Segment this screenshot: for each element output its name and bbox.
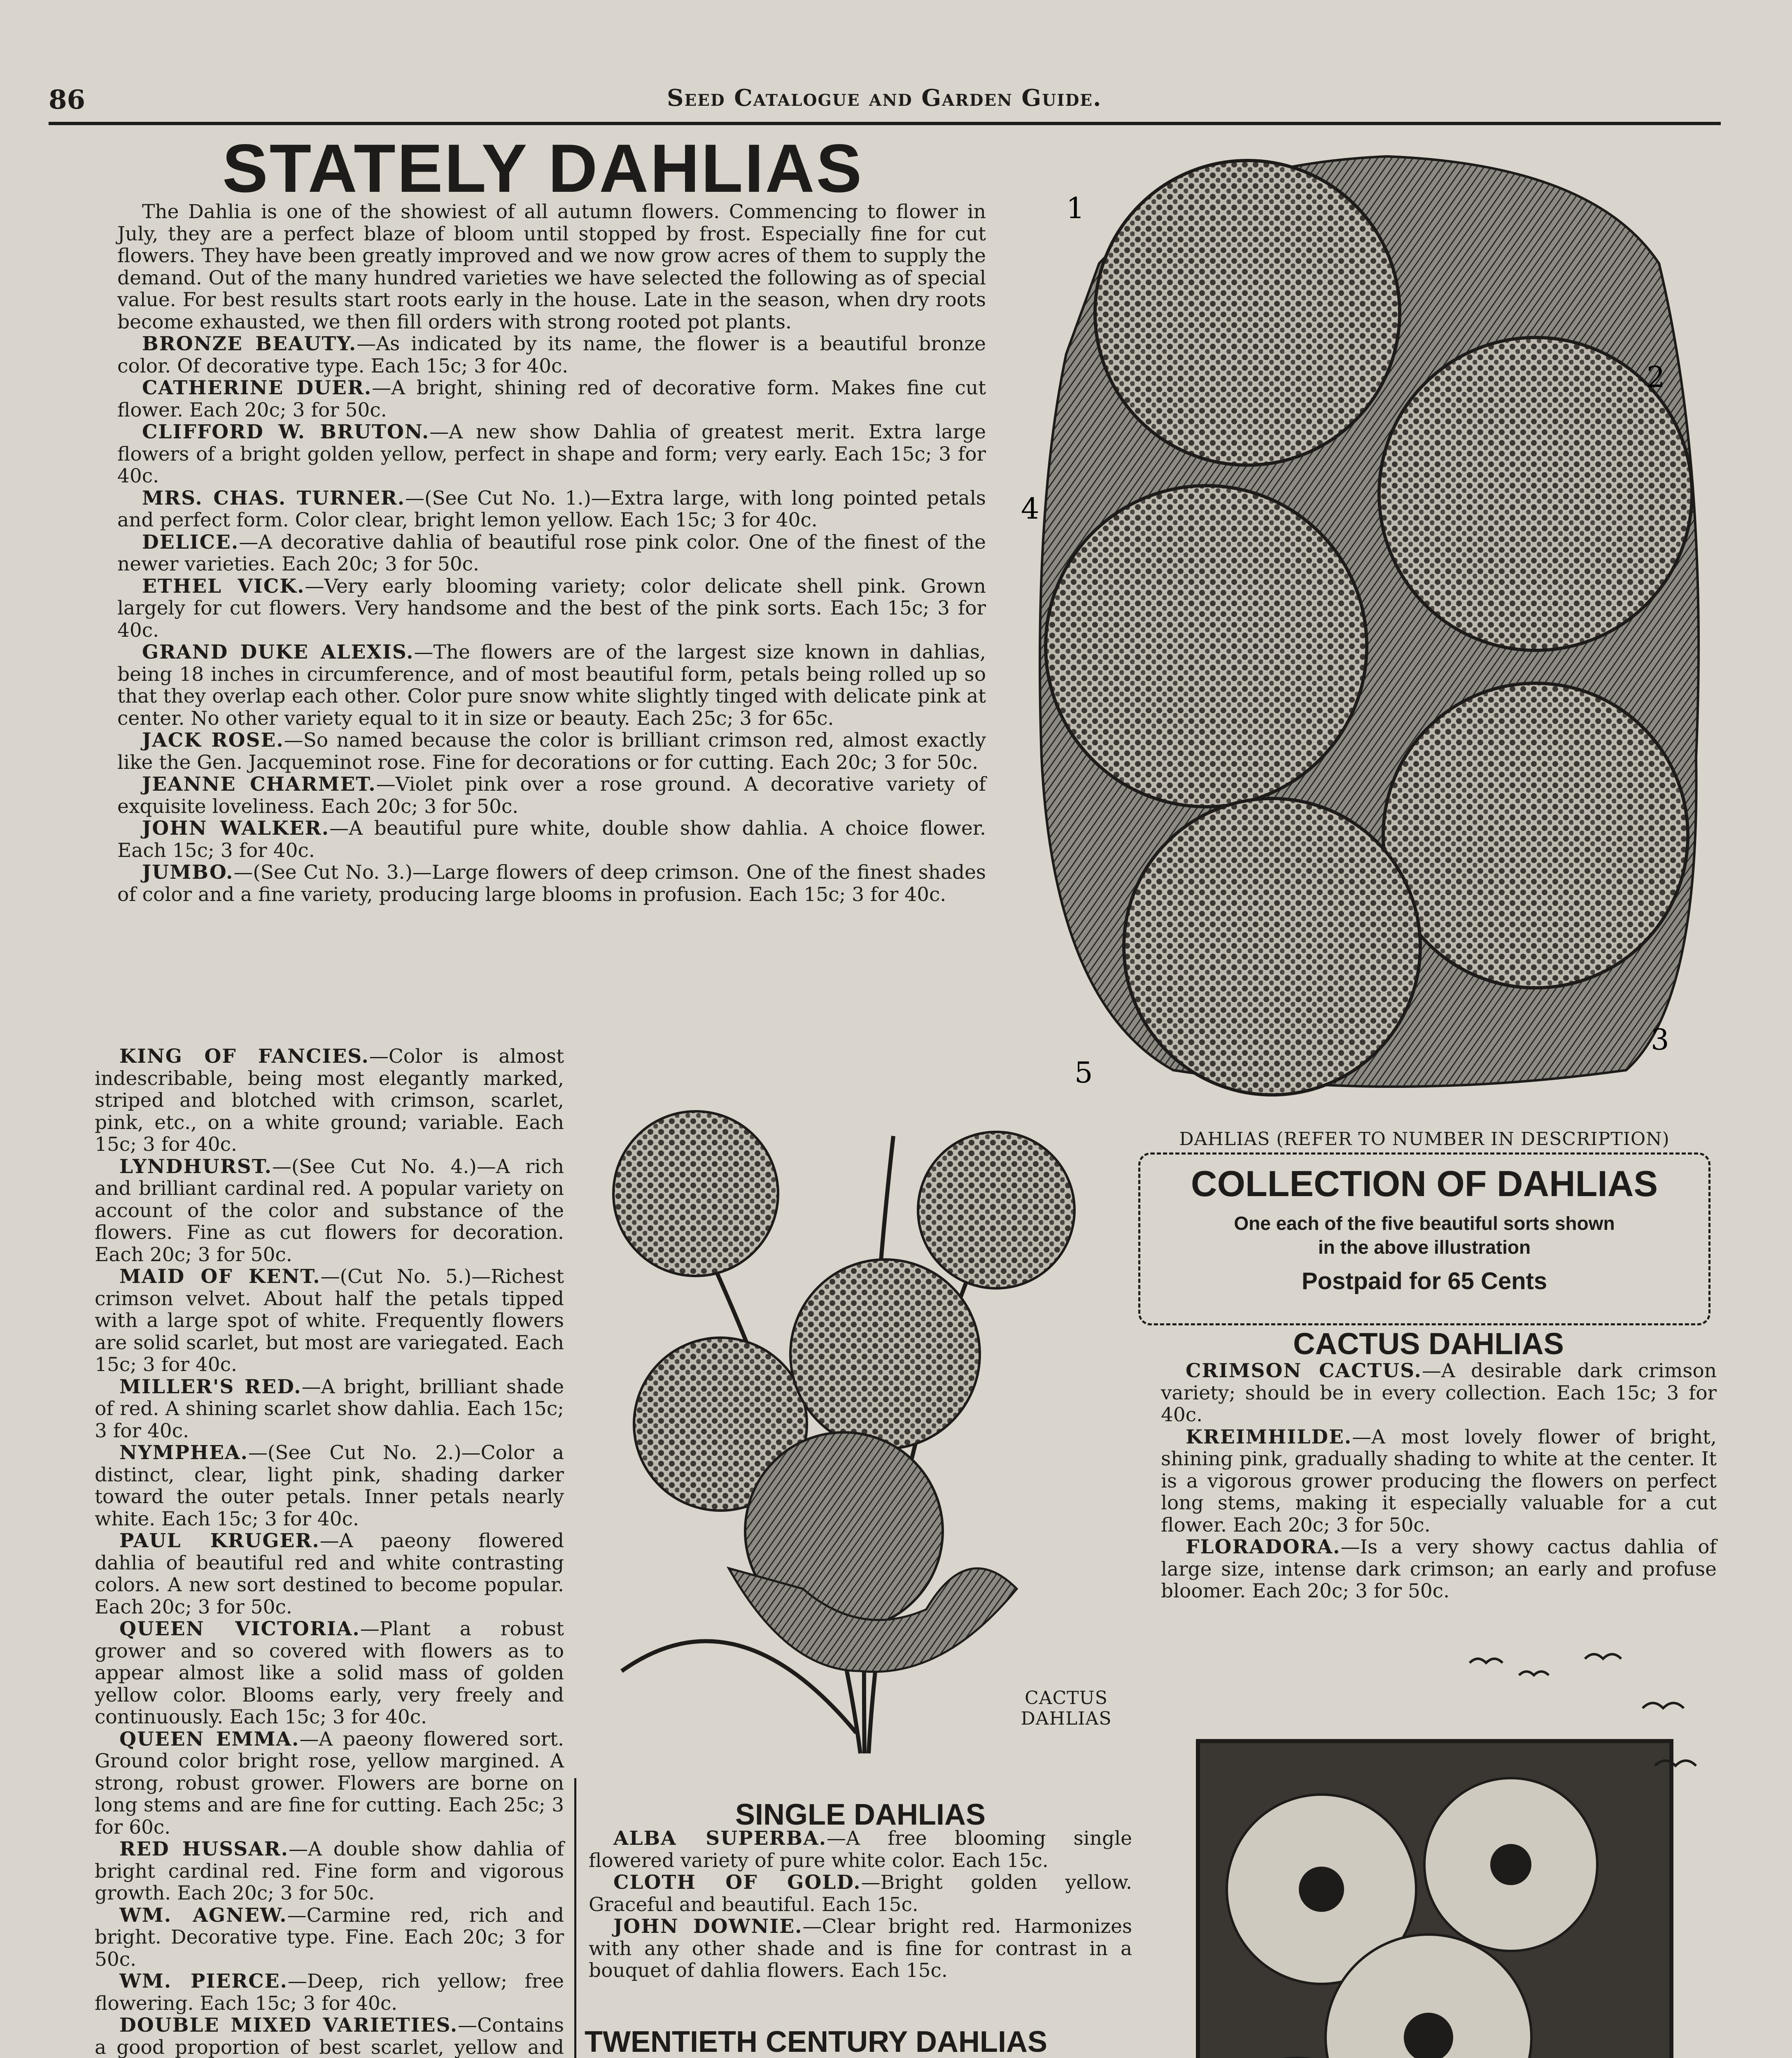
cut-number-3: 3 bbox=[1651, 1023, 1669, 1057]
variety-entry bbox=[95, 1904, 564, 1971]
header-rule bbox=[49, 122, 1721, 125]
dahlia-1 bbox=[1095, 161, 1400, 465]
cactus-heading: CACTUS DAHLIAS bbox=[1293, 1327, 1564, 1361]
variety-description: —Very early blooming variety; color delicate shell pink. Grown largely for cut flowers. Very handsome and the best of the pink sorts. Each 15c; 3 for 40c. bbox=[117, 575, 986, 642]
dahlia-3 bbox=[1383, 683, 1688, 988]
dahlia-2 bbox=[1379, 338, 1692, 650]
cactus-column bbox=[1161, 1360, 1717, 1602]
collection-price: Postpaid for 65 Cents bbox=[1301, 1268, 1547, 1294]
dahlia-4 bbox=[1046, 486, 1367, 807]
variety-description: —(See Cut No. 4.)—A rich and brilliant cardinal red. A popular variety on account of the color and substance of the flowers. Fine as cut flowers for decoration. Each 20c; 3 for 50c. bbox=[95, 1155, 564, 1266]
variety-description: —Is a very showy cactus dahlia of large size, intense dark crimson; an early and profuse bloomer. Each 20c; 3 for 50c. bbox=[1161, 1536, 1717, 1602]
variety-entry bbox=[117, 333, 986, 377]
variety-name: JEANNE CHARMET. bbox=[142, 773, 376, 796]
column-divider bbox=[574, 1778, 576, 2058]
variety-description: —Deep, rich yellow; free flowering. Each 15c; 3 for 40c. bbox=[95, 1970, 564, 2015]
catalogue-title: Seed Catalogue and Garden Guide. bbox=[667, 84, 1102, 112]
variety-name: WM. AGNEW. bbox=[119, 1904, 287, 1927]
variety-entry bbox=[117, 641, 986, 729]
variety-name: CLIFFORD W. BRUTON. bbox=[142, 421, 430, 443]
variety-entry bbox=[117, 575, 986, 642]
variety-name: MILLER'S RED. bbox=[119, 1375, 302, 1398]
cactus-caption-line-2: DAHLIAS bbox=[1021, 1708, 1112, 1729]
variety-name: PAUL KRUGER. bbox=[119, 1530, 320, 1552]
variety-entry bbox=[117, 531, 986, 575]
variety-entry bbox=[117, 377, 986, 421]
variety-entry bbox=[95, 1376, 564, 1442]
dahlia-5 bbox=[1124, 799, 1420, 1095]
page-title: STATELY DAHLIAS bbox=[222, 130, 864, 207]
variety-description: —Clear bright red. Harmonizes with any other shade and is fine for contrast in a bouquet of dahlia flowers. Each 15c. bbox=[589, 1915, 1132, 1982]
variety-name: LYNDHURST. bbox=[119, 1155, 272, 1178]
variety-name: GRAND DUKE ALEXIS. bbox=[142, 641, 414, 663]
collection-offer-box bbox=[1138, 1152, 1710, 1325]
variety-name: CATHERINE DUER. bbox=[142, 377, 372, 399]
variety-name: RED HUSSAR. bbox=[119, 1838, 289, 1860]
variety-description: —The flowers are of the largest size known in dahlias, being 18 inches in circumference, and of most beautiful form, petals being rolled up so that they overlap each other. Color pure snow white slightly tinged with delicate pink at center. No other variety equal to it in size or beauty. Each 25c; 3 for 65c. bbox=[117, 641, 986, 730]
variety-name: NYMPHEA. bbox=[119, 1441, 248, 1464]
variety-name: WM. PIERCE. bbox=[119, 1970, 288, 1993]
variety-description: —Carmine red, rich and bright. Decorative type. Fine. Each 20c; 3 for 50c. bbox=[95, 1904, 564, 1971]
variety-description: —(See Cut No. 3.)—Large flowers of deep crimson. One of the finest shades of color and a fine variety, producing large blooms in profusion. Each 15c; 3 for 40c. bbox=[117, 861, 986, 906]
variety-entry bbox=[95, 1045, 564, 1156]
variety-entry bbox=[117, 729, 986, 773]
variety-description: —(Cut No. 5.)—Richest crimson velvet. About half the petals tipped with a large spot of white. Frequently flowers are solid scarlet, but most are variegated. Each 15c; 3 for 40c. bbox=[95, 1265, 564, 1376]
variety-name: KING OF FANCIES. bbox=[119, 1045, 369, 1068]
cactus-dahlias-illustration bbox=[572, 1054, 1136, 1778]
variety-entry bbox=[117, 421, 986, 487]
variety-entry bbox=[95, 1266, 564, 1376]
variety-name: JOHN WALKER. bbox=[142, 817, 330, 840]
cactus-caption-line-1: CACTUS bbox=[1025, 1688, 1108, 1709]
intro-paragraph: The Dahlia is one of the showiest of all autumn flowers. Commencing to flower in July, they are a perfect blaze of bloom until stopped by frost. Especially fine for cut flowers. They have been greatly improved and we now grow acres of them to supply the demand. Out of the many hundred varieties we have selected the following as of special value. For best results start roots early in the house. Late in the season, when dry roots become exhausted, we then fill orders with strong rooted pot plants. bbox=[117, 200, 986, 333]
twentieth-heading: TWENTIETH CENTURY DAHLIAS bbox=[585, 2025, 1047, 2058]
variety-name: CRIMSON CACTUS. bbox=[1186, 1360, 1422, 1382]
dahlias-illustration bbox=[1017, 140, 1717, 1111]
twentieth-century-illustration bbox=[1149, 1634, 1725, 2058]
variety-entry bbox=[117, 861, 986, 906]
variety-description: —A most lovely flower of bright, shining pink, gradually shading to white at the center. It is a vigorous grower producing the flowers on perfect long stems, making it especially valuable for a cut flower. Each 20c; 3 for 50c. bbox=[1161, 1425, 1717, 1537]
variety-name: JACK ROSE. bbox=[142, 729, 284, 752]
variety-name: MRS. CHAS. TURNER. bbox=[142, 487, 405, 510]
variety-entry bbox=[95, 1156, 564, 1266]
variety-description: —A new show Dahlia of greatest merit. Extra large flowers of a bright golden yellow, perfect in shape and form; very early. Each 15c; 3 for 40c. bbox=[117, 421, 986, 487]
variety-description: —Color is almost indescribable, being most elegantly marked, striped and blotched with crimson, scarlet, pink, etc., on a white ground; variable. Each 15c; 3 for 40c. bbox=[95, 1045, 564, 1156]
collection-line-2: in the above illustration bbox=[1318, 1236, 1531, 1258]
dahlias-illustration-caption: DAHLIAS (REFER TO NUMBER IN DESCRIPTION) bbox=[1179, 1129, 1670, 1150]
variety-description: —A beautiful pure white, double show dahlia. A choice flower. Each 15c; 3 for 40c. bbox=[117, 817, 986, 862]
variety-description: —Plant a robust grower and so covered with flowers as to appear almost like a solid mass of golden yellow color. Blooms early, very freely and continuously. Each 15c; 3 for 40c. bbox=[95, 1618, 564, 1728]
variety-name: JUMBO. bbox=[142, 861, 234, 884]
cactus-flower bbox=[790, 1259, 980, 1449]
variety-description: —A double show dahlia of bright cardinal red. Fine form and vigorous growth. Each 20c; 3 for 50c. bbox=[95, 1838, 564, 1904]
variety-name: FLORADORA. bbox=[1186, 1536, 1341, 1558]
variety-entry bbox=[589, 1872, 1132, 1916]
variety-description: —Violet pink over a rose ground. A decorative variety of exquisite loveliness. Each 20c; 3 for 50c. bbox=[117, 773, 986, 818]
single-column bbox=[589, 1828, 1132, 1982]
variety-name: BRONZE BEAUTY. bbox=[142, 333, 357, 355]
variety-entry bbox=[95, 1442, 564, 1530]
variety-description: —A bright, shining red of decorative form. Makes fine cut flower. Each 20c; 3 for 50c. bbox=[117, 377, 986, 421]
variety-description: —Bright golden yellow. Graceful and beautiful. Each 15c. bbox=[589, 1871, 1132, 1916]
variety-description: —A decorative dahlia of beautiful rose pink color. One of the finest of the newer varieties. Each 20c; 3 for 50c. bbox=[117, 531, 986, 575]
variety-name: MAID OF KENT. bbox=[119, 1265, 321, 1288]
cut-number-5: 5 bbox=[1074, 1056, 1093, 1090]
variety-entry bbox=[1161, 1536, 1717, 1602]
single-heading: SINGLE DAHLIAS bbox=[735, 1798, 986, 1831]
variety-name: DOUBLE MIXED VARIETIES. bbox=[119, 2014, 458, 2037]
variety-name: ALBA SUPERBA. bbox=[613, 1827, 827, 1850]
variety-name: ETHEL VICK. bbox=[142, 575, 305, 598]
variety-entry bbox=[117, 773, 986, 817]
cut-number-1: 1 bbox=[1066, 191, 1085, 225]
variety-description: —(See Cut No. 2.)—Color a distinct, clear, light pink, shading darker toward the outer petals. Inner petals nearly white. Each 15c; 3 for 40c. bbox=[95, 1441, 564, 1530]
top-variety-list bbox=[117, 333, 986, 906]
variety-entry bbox=[117, 817, 986, 861]
variety-entry bbox=[95, 2014, 564, 2058]
variety-entry bbox=[1161, 1360, 1717, 1426]
variety-name: QUEEN VICTORIA. bbox=[119, 1618, 360, 1640]
left-variety-column bbox=[95, 1045, 564, 2058]
variety-entry bbox=[95, 1728, 564, 1839]
variety-entry bbox=[1161, 1426, 1717, 1537]
variety-description: —A desirable dark crimson variety; should be in every collection. Each 15c; 3 for 40c. bbox=[1161, 1360, 1717, 1426]
variety-entry bbox=[117, 487, 986, 531]
variety-entry bbox=[95, 1970, 564, 2014]
cactus-flower bbox=[918, 1132, 1074, 1288]
variety-entry bbox=[95, 1530, 564, 1618]
variety-description: —A paeony flowered sort. Ground color bright rose, yellow margined. A strong, robust grower. Flowers are borne on long stems and are fine for cutting. Each 25c; 3 for 60c. bbox=[95, 1727, 564, 1839]
variety-name: JOHN DOWNIE. bbox=[613, 1915, 803, 1938]
collection-title: COLLECTION OF DAHLIAS bbox=[1191, 1163, 1658, 1204]
variety-name: KREIMHILDE. bbox=[1186, 1425, 1352, 1448]
variety-entry bbox=[95, 1618, 564, 1728]
variety-description: —Contains a good proportion of best scarlet, yellow and bbox=[95, 2014, 564, 2058]
variety-entry bbox=[589, 1916, 1132, 1982]
variety-description: —So named because the color is brilliant crimson red, almost exactly like the Gen. Jacqueminot rose. Fine for decorations or for cutting. Each 20c; 3 for 50c. bbox=[117, 729, 986, 774]
variety-name: DELICE. bbox=[142, 531, 239, 554]
variety-name: QUEEN EMMA. bbox=[119, 1727, 300, 1751]
variety-entry bbox=[589, 1828, 1132, 1872]
cut-number-2: 2 bbox=[1647, 360, 1665, 394]
variety-description: —As indicated by its name, the flower is a beautiful bronze color. Of decorative type. Each 15c; 3 for 40c. bbox=[117, 333, 986, 377]
variety-description: —A free blooming single flowered variety of pure white color. Each 15c. bbox=[589, 1827, 1132, 1872]
cut-number-4: 4 bbox=[1021, 492, 1039, 526]
variety-name: CLOTH OF GOLD. bbox=[613, 1871, 861, 1894]
page-number: 86 bbox=[49, 84, 86, 115]
variety-description: —A paeony flowered dahlia of beautiful red and white contrasting colors. A new sort destined to become popular. Each 20c; 3 for 50c. bbox=[95, 1530, 564, 1618]
variety-entry bbox=[95, 1838, 564, 1904]
collection-line-1: One each of the five beautiful sorts shown bbox=[1234, 1213, 1615, 1234]
variety-description: —A bright, brilliant shade of red. A shining scarlet show dahlia. Each 15c; 3 for 40c. bbox=[95, 1375, 564, 1442]
cactus-flower bbox=[613, 1111, 778, 1276]
variety-description: —(See Cut No. 1.)—Extra large, with long pointed petals and perfect form. Color clear, bright lemon yellow. Each 15c; 3 for 40c. bbox=[117, 487, 986, 531]
top-text-column bbox=[117, 201, 986, 906]
